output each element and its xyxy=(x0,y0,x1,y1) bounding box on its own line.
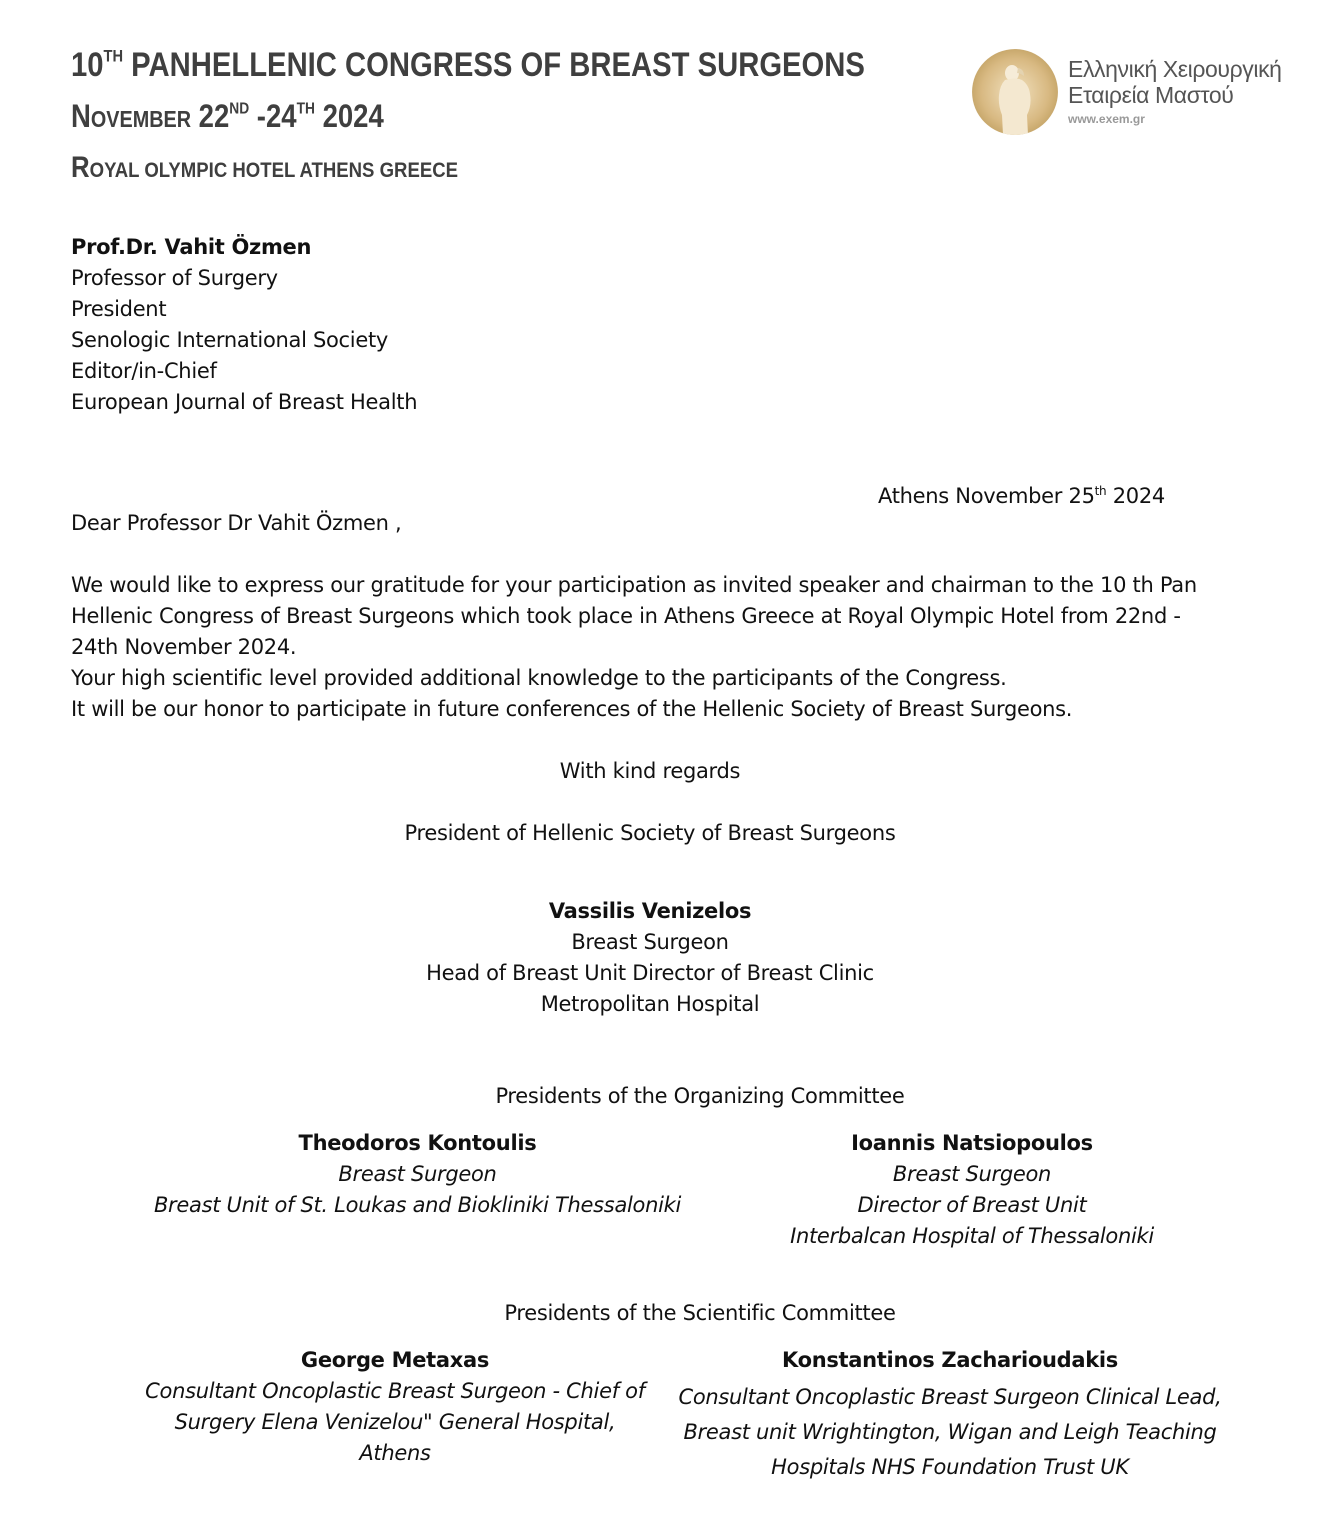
organizing-right-block xyxy=(752,1128,1192,1252)
scientific-committee-title: Presidents of the Scientific Committee xyxy=(504,1301,896,1325)
organizing-committee-title: Presidents of the Organizing Committee xyxy=(495,1084,905,1108)
organizing-left-name: Theodoros Kontoulis xyxy=(298,1131,537,1155)
letter-date: Athens November 25th 2024 xyxy=(878,484,1165,508)
body-line: It will be our honor to participate in future conferences of the Hellenic Society of Breast Surgeons. xyxy=(71,697,1073,721)
organizing-left-block xyxy=(130,1128,705,1221)
organizing-left-line: Breast Unit of St. Loukas and Biokliniki Thessaloniki xyxy=(153,1193,682,1217)
organizing-right-name: Ioannis Natsiopoulos xyxy=(851,1131,1093,1155)
body-line: Hellenic Congress of Breast Surgeons which took place in Athens Greece at Royal Olympic Hotel from 22nd - xyxy=(71,604,1181,628)
congress-title: 10TH PANHELLENIC CONGRESS OF BREAST SURGEONS xyxy=(71,46,865,84)
recipient-line: Professor of Surgery xyxy=(71,266,278,290)
logo-text-line2: Εταιρεία Μαστού xyxy=(1068,82,1234,108)
president-role: President of Hellenic Society of Breast Surgeons xyxy=(404,821,896,845)
president-line: Head of Breast Unit Director of Breast Clinic xyxy=(426,961,874,985)
congress-venue: ROYAL OLYMPIC HOTEL ATHENS GREECE xyxy=(71,151,459,184)
letter-body xyxy=(71,570,1197,725)
scientific-left-line: Consultant Oncoplastic Breast Surgeon - Chief of xyxy=(145,1379,645,1403)
recipient-line: European Journal of Breast Health xyxy=(71,390,418,414)
scientific-right-line: Consultant Oncoplastic Breast Surgeon Clinical Lead, xyxy=(678,1385,1222,1409)
scientific-right-name: Konstantinos Zacharioudakis xyxy=(781,1348,1119,1372)
body-line: We would like to express our gratitude for your participation as invited speaker and chairman to the 10 th Pan xyxy=(71,573,1197,597)
scientific-left-line: Athens xyxy=(359,1441,431,1465)
president-name: Vassilis Venizelos xyxy=(548,899,752,923)
logo-url: www.exem.gr xyxy=(1068,112,1145,126)
scientific-right-block xyxy=(660,1380,1240,1485)
congress-dates: NOVEMBER 22ND -24TH 2024 xyxy=(71,98,384,134)
president-line: Breast Surgeon xyxy=(571,930,729,954)
organizing-right-line: Interbalcan Hospital of Thessaloniki xyxy=(790,1224,1154,1248)
greeting: Dear Professor Dr Vahit Özmen , xyxy=(71,511,402,535)
organizing-right-line: Director of Breast Unit xyxy=(857,1193,1087,1217)
organizing-left-line: Breast Surgeon xyxy=(338,1162,497,1186)
recipient-line: Editor/in-Chief xyxy=(71,359,217,383)
scientific-left-line: Surgery Elena Venizelou" General Hospital, xyxy=(174,1410,616,1434)
body-line: Your high scientific level provided additional knowledge to the participants of the Congress. xyxy=(71,666,1007,690)
recipient-line: President xyxy=(71,297,167,321)
organizing-right-line: Breast Surgeon xyxy=(892,1162,1052,1186)
body-line: 24th November 2024. xyxy=(71,635,297,659)
scientific-left-block xyxy=(120,1345,670,1469)
scientific-right-line: Hospitals NHS Foundation Trust UK xyxy=(771,1455,1129,1479)
president-signature-block xyxy=(400,896,900,1020)
recipient-line: Senologic International Society xyxy=(71,328,389,352)
recipient-block xyxy=(71,232,417,418)
recipient-name: Prof.Dr. Vahit Özmen xyxy=(71,235,312,259)
scientific-left-name: George Metaxas xyxy=(300,1348,490,1372)
closing: With kind regards xyxy=(559,759,741,783)
logo-text-line1: Ελληνική Χειρουργική xyxy=(1068,56,1282,82)
president-line: Metropolitan Hospital xyxy=(540,992,760,1016)
society-logo-icon xyxy=(972,49,1058,135)
scientific-right-line: Breast unit Wrightington, Wigan and Leigh Teaching xyxy=(683,1420,1217,1444)
